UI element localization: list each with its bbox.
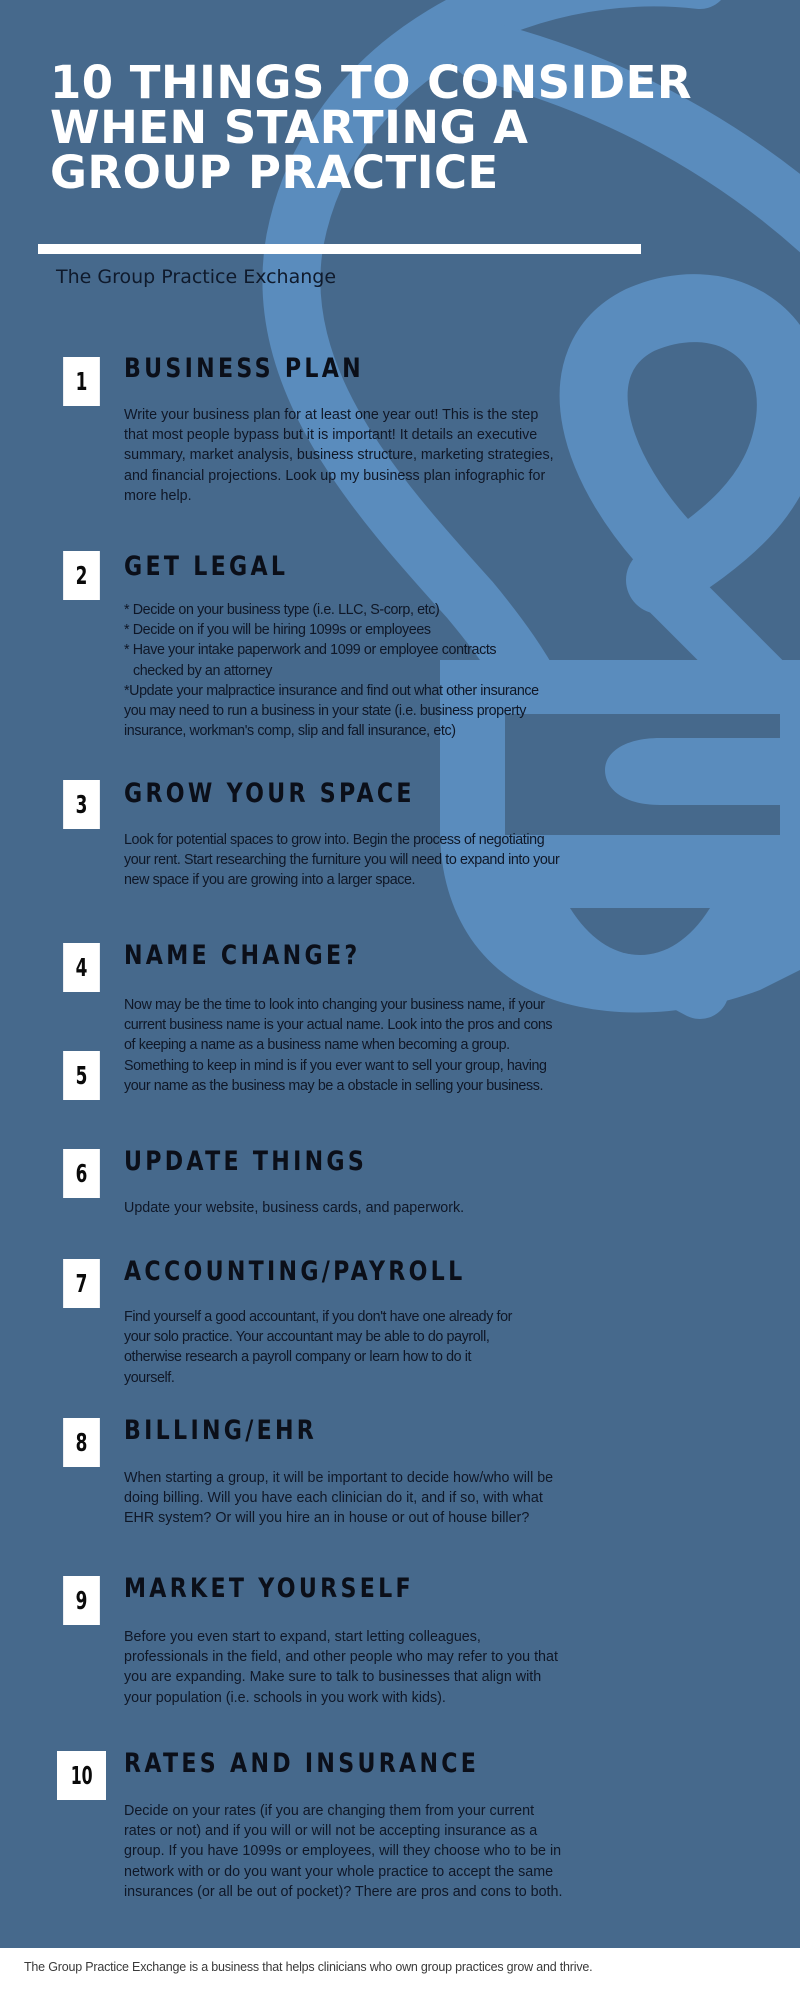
step-number-box: 8 [63, 1418, 100, 1467]
step-number-box: 3 [63, 780, 100, 829]
bullet-item: *Update your malpractice insurance and find out what other insurance you may need to run a business in your state (i.e. business property insurance, workman's comp, slip and fall insurance, etc) [124, 682, 539, 740]
step-heading: RATES AND INSURANCE [124, 1748, 480, 1779]
step-number-box: 4 [63, 943, 100, 992]
step-body: Now may be the time to look into changing your business name, if your current business name is your actual name. Look into the pros and cons of keeping a name as a business name when becoming a group. Something to keep in mind is if you ever want to sell your group, having your name as the business may be a obstacle in selling your business. [124, 997, 553, 1094]
step-number-box: 1 [63, 357, 100, 406]
bullet-item: * Have your intake paperwork and 1099 or employee contracts [124, 642, 497, 659]
bullet-item: * Decide on your business type (i.e. LLC, S-corp, etc) [124, 602, 440, 618]
footer-bar [0, 1948, 800, 2000]
step-heading: BUSINESS PLAN [124, 353, 364, 384]
step-body: Before you even start to expand, start letting colleagues, professionals in the field, and other people who may refer to you that you are expanding. Make sure to talk to businesses that align with your population (i.e. schools in you work with kids). [124, 1629, 558, 1706]
page-title [50, 56, 693, 199]
title-divider [38, 244, 641, 254]
title-line-1: 10 THINGS TO CONSIDER [50, 56, 693, 109]
step-heading: GET LEGAL [124, 551, 289, 582]
step-heading: BILLING/EHR [124, 1415, 318, 1446]
step-number-box: 2 [63, 551, 100, 600]
title-line-3: GROUP PRACTICE [50, 146, 499, 199]
step-heading: ACCOUNTING/PAYROLL [124, 1256, 466, 1287]
step-body: Update your website, business cards, and paperwork. [124, 1200, 465, 1216]
step-body: Look for potential spaces to grow into. Begin the process of negotiating your rent. Start researching the furniture you will need to expand into your new space if you are growing into a larger space. [124, 832, 560, 889]
step-heading: MARKET YOURSELF [124, 1573, 414, 1604]
step-number-box: 10 [57, 1751, 106, 1800]
footer-text: The Group Practice Exchange is a business that helps clinicians who own group practices grow and thrive. [24, 1960, 593, 1974]
step-heading: NAME CHANGE? [124, 940, 361, 971]
step-number-box: 6 [63, 1149, 100, 1198]
step-body: Find yourself a good accountant, if you don't have one already for your solo practice. Your accountant may be able to do payroll, otherwise research a payroll company or learn how to do it yourself. [124, 1309, 513, 1386]
bullet-item-continued: checked by an attorney [133, 662, 273, 679]
step-heading: UPDATE THINGS [124, 1146, 368, 1177]
step-body: Decide on your rates (if you are changing them from your current rates or not) and if you will or will not be accepting insurance as a group. If you have 1099s or employees, will they choose who to be in network with or do you want your whole practice to accept the same insurances (or all be out of pocket)? There are pros and cons to both. [124, 1803, 563, 1900]
step-number-box: 9 [63, 1576, 100, 1625]
bullet-item: * Decide on if you will be hiring 1099s or employees [124, 622, 431, 639]
title-line-2: WHEN STARTING A [50, 101, 529, 154]
step-number-box: 7 [63, 1259, 100, 1308]
subtitle: The Group Practice Exchange [56, 266, 337, 288]
step-heading: GROW YOUR SPACE [124, 778, 415, 809]
step-bullet-list [124, 600, 564, 741]
step-body: When starting a group, it will be important to decide how/who will be doing billing. Will you have each clinician do it, and if so, with what EHR system? Or will you hire an in house or out of house biller? [124, 1470, 554, 1527]
step-body: Write your business plan for at least one year out! This is the step that most people bypass but it is important! It details an executive summary, market analysis, business structure, marketing strategies, and financial projections. Look up my business plan infographic for more help. [124, 407, 554, 504]
step-number-box: 5 [63, 1051, 100, 1100]
